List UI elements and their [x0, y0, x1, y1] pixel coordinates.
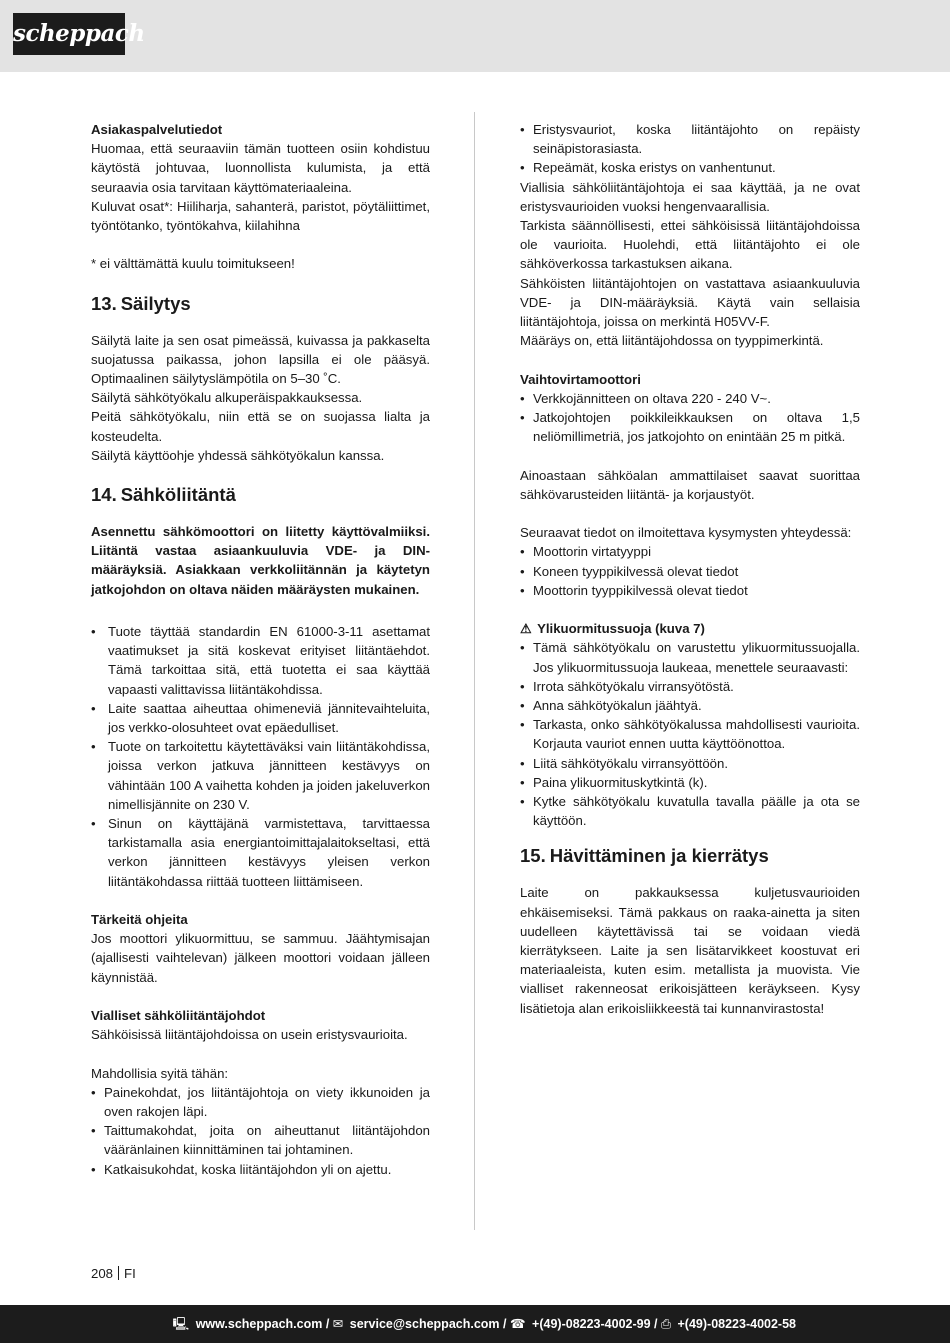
- list-item: • Irrota sähkötyökalu virransyötöstä.: [520, 677, 860, 696]
- causes-list: [91, 1083, 430, 1179]
- damaged-paragraph: Viallisia sähköliitäntäjohtoja ei saa käyttää, ja ne ovat eristysvaurioiden vuoksi hengenvaarallisia.: [520, 179, 860, 214]
- important-heading: Tärkeitä ohjeita: [91, 912, 188, 928]
- important-text: Jos moottori ylikuormittuu, se sammuu. Jäähtymisajan (ajallisesti vaihtelevan) jälkeen moottori voidaan jälleen käynnistää.: [91, 931, 430, 985]
- list-item: • Repeämät, koska eristys on vanhentunut.: [520, 158, 860, 177]
- electrical-bold-intro: Asennettu sähkömoottori on liitetty käyttövalmiiksi. Liitäntä vastaa asiaankuuluvia VDE- ja DIN-määräyksiä. Asiakkaan verkkoliitännän ja käytetyn jatkojohdon on oltava näiden määräysten mukainen.: [91, 524, 430, 597]
- section-title: Sähköliitäntä: [120, 484, 236, 506]
- list-item: • Taittumakohdat, joita on aiheuttanut liitäntäjohdon vääränlainen kiinnittäminen tai johtaminen.: [91, 1121, 430, 1159]
- damaged-paragraph: Sähköisten liitäntäjohtojen on vastattava asiaankuuluvia VDE- ja DIN-määräyksiä. Käytä vain sellaisia liitäntäjohtoja, joissa on merkintä H05VV-F.: [520, 275, 860, 330]
- damaged-cables-heading: Vialliset sähköliitäntäjohdot: [91, 1008, 266, 1024]
- section-title: Säilytys: [120, 292, 191, 314]
- storage-paragraph: Säilytä sähkötyökalu alkuperäispakkauksessa.: [91, 390, 363, 406]
- section-number: 14.: [91, 484, 117, 506]
- section-number: 15.: [520, 845, 546, 867]
- footer-separator: /: [325, 1317, 330, 1331]
- computer-icon: 🖳: [172, 1317, 190, 1331]
- footer-website[interactable]: www.scheppach.com: [195, 1317, 323, 1331]
- footer-fax: +(49)-08223-4002-58: [677, 1317, 796, 1331]
- list-item: • Anna sähkötyökalun jäähtyä.: [520, 696, 860, 715]
- page-separator: [118, 1266, 119, 1280]
- page-footer: [0, 1305, 950, 1343]
- inquiry-list: [520, 542, 860, 600]
- damaged-paragraph: Määräys on, että liitäntäjohdossa on tyyppimerkintä.: [520, 333, 824, 349]
- page-header: [0, 0, 950, 72]
- storage-paragraph: Säilytä käyttöohje yhdessä sähkötyökalun kanssa.: [91, 447, 385, 463]
- scheppach-logo: scheppach: [13, 13, 125, 55]
- list-item: • Moottorin virtatyyppi: [520, 542, 860, 561]
- customer-service-text: Huomaa, että seuraaviin tämän tuotteen osiin kohdistuu käytöstä johtuvaa, luonnollista kulumista, ja että seuraavia osia tarvitaan käyttömateriaaleina.: [91, 141, 430, 195]
- storage-paragraph: Peitä sähkötyökalu, niin että se on suojassa lialta ja kosteudelta.: [91, 409, 430, 444]
- list-item: • Painekohdat, jos liitäntäjohtoja on viety ikkunoiden ja oven rakojen läpi.: [91, 1083, 430, 1121]
- section-number: 13.: [91, 292, 117, 314]
- phone-icon: ☎: [509, 1317, 526, 1331]
- list-item: • Liitä sähkötyökalu virransyöttöön.: [520, 754, 860, 773]
- list-item: • Koneen tyyppikilvessä olevat tiedot: [520, 562, 860, 581]
- electrical-bullet-list: [91, 622, 430, 891]
- causes-list-continued: [520, 120, 860, 178]
- list-item: • Katkaisukohdat, koska liitäntäjohdon yli on ajettu.: [91, 1160, 430, 1179]
- section-heading-electrical: [91, 483, 430, 507]
- wear-parts-text: Kuluvat osat*: Hiiliharja, sahanterä, paristot, pöytäliittimet, työntötanko, työntökahva, kiilahihna: [91, 198, 430, 234]
- ac-motor-heading: Vaihtovirtamoottori: [520, 371, 641, 387]
- section-heading-disposal: [520, 844, 860, 868]
- page-language: FI: [124, 1266, 136, 1281]
- footer-email[interactable]: service@scheppach.com: [349, 1317, 500, 1331]
- footer-phone: +(49)-08223-4002-99: [532, 1317, 651, 1331]
- page-number-label: [91, 1266, 136, 1281]
- list-item: • Moottorin tyyppikilvessä olevat tiedot: [520, 581, 860, 600]
- list-item: • Sinun on käyttäjänä varmistettava, tarvittaessa tarkistamalla asia energiantoimittajalaitokseltasi, että verkon jännitteen kestävyys yleisen verkon liitäntäkohdassa riittää tuotteen liittämiseen.: [91, 814, 430, 891]
- storage-paragraph: Säilytä laite ja sen osat pimeässä, kuivassa ja pakkaselta suojatussa paikassa, johon lapsilla ei ole pääsyä. Optimaalinen säilytyslämpötila on 5–30 ˚C.: [91, 332, 430, 387]
- overload-list: [520, 638, 860, 830]
- inquiry-intro: Seuraavat tiedot on ilmoitettava kysymysten yhteydessä:: [520, 525, 852, 541]
- list-item: • Eristysvauriot, koska liitäntäjohto on repäisty seinäpistorasiasta.: [520, 120, 860, 158]
- overload-heading: [520, 619, 860, 638]
- electricians-text: Ainoastaan sähköalan ammattilaiset saavat suorittaa sähkövarusteiden liitäntä- ja korjaustyöt.: [520, 467, 860, 502]
- list-item: • Tarkasta, onko sähkötyökalussa mahdollisesti vaurioita. Korjauta vauriot ennen uutta käyttöönottoa.: [520, 715, 860, 753]
- mail-icon: ✉: [332, 1317, 344, 1331]
- ac-motor-list: [520, 389, 860, 447]
- left-column: [91, 120, 430, 1179]
- list-item: • Paina ylikuormituskytkintä (k).: [520, 773, 860, 792]
- right-column: [520, 120, 860, 1018]
- column-divider: [474, 112, 475, 1230]
- list-item: • Kytke sähkötyökalu kuvatulla tavalla päälle ja ota se käyttöön.: [520, 792, 860, 830]
- disposal-text: Laite on pakkauksessa kuljetusvaurioiden ehkäisemiseksi. Tämä pakkaus on raaka-ainetta ja siten uudelleen käytettävissä tai se voidaan viedä kierrätykseen. Laite ja sen lisätarvikkeet koostuvat eri materiaaleista, kuten esim. metallista ja muovista. Vie vialliset rakenneosat erikoisjätteen keräykseen. Kysy lisätietoja alan erikoisliikkeestä tai kunnanvirastosta!: [520, 885, 860, 1016]
- causes-intro: Mahdollisia syitä tähän:: [91, 1065, 229, 1081]
- damaged-paragraph: Tarkista säännöllisesti, ettei sähköisissä liitäntäjohdoissa ole vaurioita. Huolehdi, että liitäntäjohto ei ole sähköverkossa tarkastuksen aikana.: [520, 218, 860, 272]
- page-number: 208: [91, 1266, 114, 1281]
- list-item: • Tuote täyttää standardin EN 61000-3-11 asettamat vaatimukset ja sitä koskevat erityiset liitäntäehdot. Tämä tarkoittaa sitä, että tuotetta ei saa käyttää vapaasti valittavissa liitäntäkohdissa.: [91, 622, 430, 699]
- footer-separator: /: [654, 1317, 658, 1331]
- list-item: • Laite saattaa aiheuttaa ohimeneviä jännitevaihteluita, jos verkko-olosuhteet ovat epäedulliset.: [91, 699, 430, 737]
- list-item: • Tuote on tarkoitettu käytettäväksi vain liitäntäkohdissa, joissa verkon jatkuva jännitteen kestävyys on vähintään 100 A vaihetta kohden ja joiden jakeluverkon nimellisjännite on 230 V.: [91, 737, 430, 814]
- list-item: • Verkkojännitteen on oltava 220 - 240 V~.: [520, 389, 860, 408]
- damaged-cables-text: Sähköisissä liitäntäjohdoissa on usein eristysvaurioita.: [91, 1027, 408, 1043]
- list-item: • Tämä sähkötyökalu on varustettu ylikuormitussuojalla. Jos ylikuormitussuoja laukeaa, menettele seuraavasti:: [520, 638, 860, 676]
- list-item: • Jatkojohtojen poikkileikkauksen on oltava 1,5 neliömillimetriä, jos jatkojohto on enintään 25 m pitkä.: [520, 408, 860, 446]
- overload-heading-text: Ylikuormitussuoja (kuva 7): [537, 621, 705, 637]
- section-heading-storage: [91, 292, 430, 316]
- section-title: Hävittäminen ja kierrätys: [549, 845, 769, 867]
- customer-service-heading: Asiakaspalvelutiedot: [91, 122, 223, 137]
- footnote-text: * ei välttämättä kuulu toimitukseen!: [91, 256, 295, 272]
- fax-icon: ⎙: [661, 1317, 672, 1331]
- warning-triangle-icon: ⚠: [520, 621, 532, 637]
- footer-separator: /: [503, 1317, 507, 1331]
